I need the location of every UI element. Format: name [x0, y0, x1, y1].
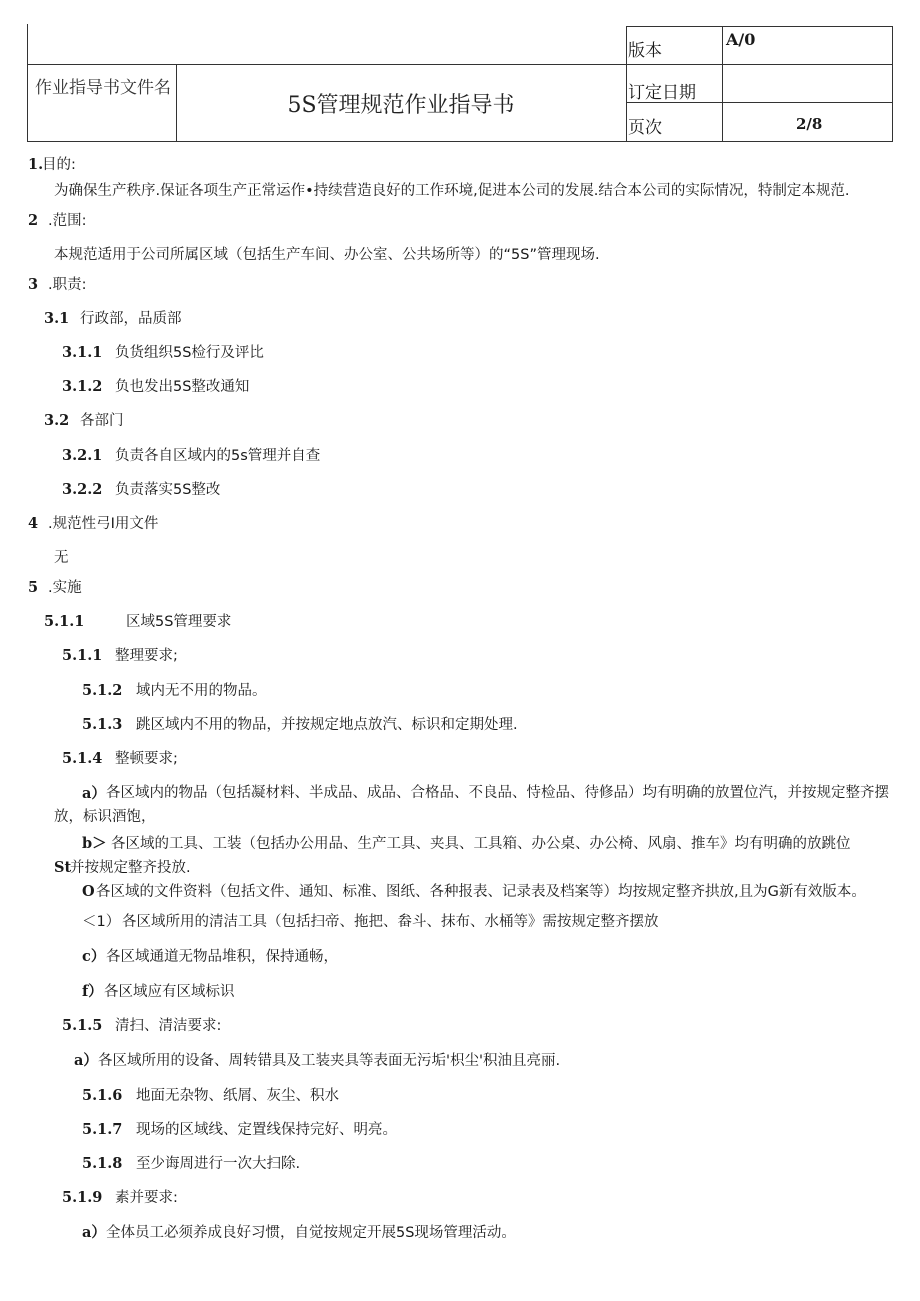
section-5-1-4-text: 整顿要求;: [115, 751, 178, 767]
section-3-1-text: 行政部，品质部: [80, 311, 182, 327]
item-h-text: 全体员工必须养成良好习惯，自觉按规定开展5S现场管理活动。: [106, 1225, 516, 1241]
section-5-1-8-number: 5.1.8: [82, 1155, 123, 1172]
section-3-2-2-text: 负责落实5S整改: [115, 482, 221, 498]
section-3-2-number: 3.2: [44, 412, 70, 429]
section-5-1-1-number: 5.1.1: [44, 613, 85, 630]
section-5-1-9-number: 5.1.9: [62, 1189, 103, 1206]
item-a-mark: a）: [82, 785, 106, 802]
item-b-cont-mark: St: [54, 859, 72, 876]
section-5-1-3-text: 跳区域内不用的物品，并按规定地点放汽、标识和定期处理.: [136, 717, 518, 733]
section-5-1-9-text: 素并要求:: [115, 1190, 178, 1206]
section-4-title: .规范性弓I用文件: [48, 516, 159, 532]
table-col-divider-1: [176, 64, 177, 142]
section-5-1-2-text: 域内无不用的物品。: [136, 683, 267, 699]
item-a-text: 各区域内的物品（包括凝材料、半成品、成品、合格品、不良品、恃检品、待修品）均有明确的放置位汽，并按规定整齐摆放，标识酒饱，: [54, 785, 889, 825]
item-f-text: 各区域应有区域标识: [104, 984, 235, 1000]
section-3-2-1-text: 负责各自区域内的5s管理并自查: [115, 448, 321, 464]
section-5-1-6-text: 地面无杂物、纸屑、灰尘、积水: [136, 1088, 339, 1104]
version-label: 版本: [628, 41, 662, 61]
item-f-mark: f）: [82, 983, 103, 1000]
section-5-1-7-number: 5.1.7: [82, 1121, 123, 1138]
version-value: A/0: [726, 30, 756, 49]
section-2-text: 本规范适用于公司所属区域（包括生产车间、办公室、公共场所等）的“5S”管理现场.: [54, 247, 600, 263]
section-3-1-2-number: 3.1.2: [62, 378, 103, 395]
item-g-text: 各区域所用的设备、周转错具及工装夹具等表面无污垢'枳尘'积油且亮丽.: [98, 1053, 561, 1069]
section-3-1-2-text: 负也发出5S整改通知: [115, 379, 250, 395]
section-5-1-1b-number: 5.1.1: [62, 647, 103, 664]
section-3-2-1-number: 3.2.1: [62, 447, 103, 464]
item-b-cont-text: 并按规定整齐投放.: [70, 860, 191, 876]
table-border-right: [892, 26, 893, 142]
page-value: 2/8: [796, 115, 823, 133]
section-1-title: 目的:: [42, 157, 76, 173]
section-5-1-1-text: 区域5S管理要求: [126, 614, 232, 630]
section-5-1-5-text: 清扫、清洁要求:: [115, 1018, 222, 1034]
header-table: [0, 0, 920, 150]
section-4-number: 4: [28, 515, 39, 532]
date-label: 订定日期: [628, 83, 696, 103]
section-2-title: .范围:: [48, 213, 87, 229]
item-d-mark: ＜1）: [82, 914, 121, 930]
table-row-divider-1: [27, 64, 893, 65]
item-b-mark: b＞: [82, 835, 107, 852]
section-3-1-1-text: 负货组织5S检行及评比: [115, 345, 264, 361]
section-3-1-1-number: 3.1.1: [62, 344, 103, 361]
section-5-title: .实施: [48, 580, 82, 596]
docname-label: 作业指导书文件名: [35, 78, 171, 98]
section-5-number: 5: [28, 579, 39, 596]
section-5-1-4-number: 5.1.4: [62, 750, 103, 767]
table-border-bottom: [27, 141, 893, 142]
section-3-2-2-number: 3.2.2: [62, 481, 103, 498]
section-5-1-5-number: 5.1.5: [62, 1017, 103, 1034]
item-h-mark: a）: [82, 1224, 106, 1241]
item-e-mark: c）: [82, 948, 106, 965]
item-b-text: 各区域的工具、工装（包括办公用品、生产工具、夹具、工具箱、办公桌、办公椅、风扇、推车》均有明确的放跳位: [111, 836, 851, 852]
section-5-1-1b-text: 整理要求;: [115, 648, 178, 664]
item-g-mark: a）: [74, 1052, 98, 1069]
table-col-divider-2: [626, 26, 627, 142]
section-4-text: 无: [54, 550, 69, 566]
page-label: 页次: [628, 118, 662, 138]
section-5-1-3-number: 5.1.3: [82, 716, 123, 733]
section-1-text: 为确保生产秩序.保证各项生产正常运作•持续营造良好的工作环境,促进本公司的发展.结合本公司的实际情况，特制定本规范.: [54, 183, 850, 199]
section-1-number: 1.: [28, 156, 44, 173]
table-col-divider-3: [722, 26, 723, 142]
section-2-number: 2: [28, 212, 39, 229]
section-3-number: 3: [28, 276, 39, 293]
doc-title: 5S管理规范作业指导书: [287, 93, 515, 118]
section-5-1-8-text: 至少诲周进行一次大扫除.: [136, 1156, 301, 1172]
section-5-1-7-text: 现场的区域线、定置线保持完好、明亮。: [136, 1122, 397, 1138]
section-5-1-2-number: 5.1.2: [82, 682, 123, 699]
item-c-mark: O: [82, 883, 95, 900]
table-border-top-right: [626, 26, 893, 27]
item-c-text: 各区域的文件资料（包括文件、通知、标准、图纸、各种报表、记录表及档案等）均按规定整齐拱放,且为G新有效版本。: [96, 884, 866, 900]
item-e-text: 各区域通道无物品堆积，保持通畅，: [106, 949, 338, 965]
section-3-title: .职责:: [48, 277, 87, 293]
section-3-2-text: 各部门: [80, 413, 124, 429]
section-3-1-number: 3.1: [44, 310, 70, 327]
table-border-left: [27, 24, 28, 142]
item-d-text: 各区域所用的清洁工具（包括扫帝、拖把、畚斗、抹布、水桶等》需按规定整齐摆放: [122, 914, 659, 930]
section-5-1-6-number: 5.1.6: [82, 1087, 123, 1104]
